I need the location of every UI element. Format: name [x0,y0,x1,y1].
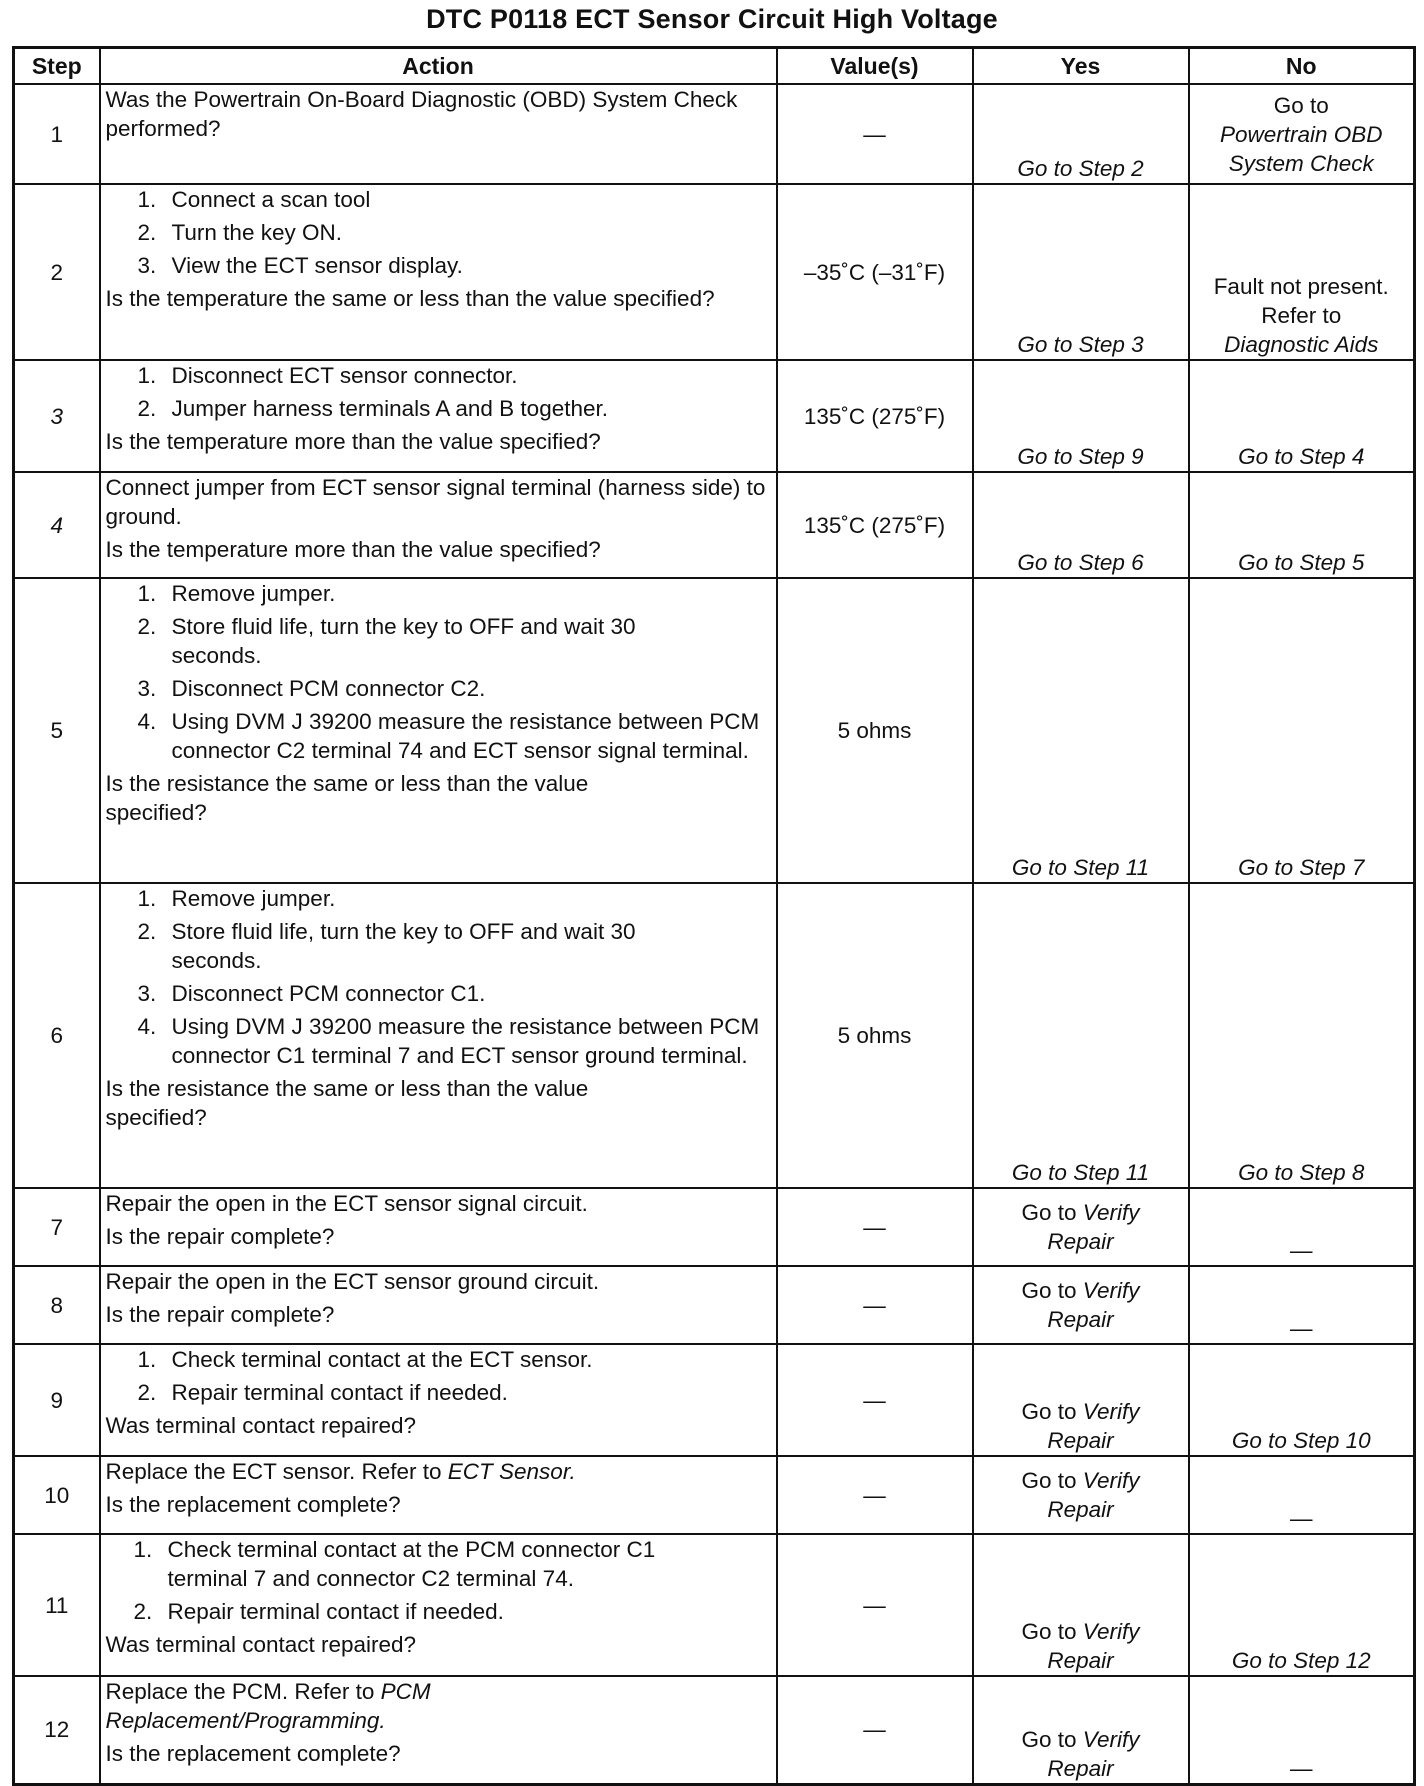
yes-cell: Go to Verify Repair [973,1344,1189,1456]
value-cell: 135˚C (275˚F) [777,472,973,578]
step-number: 12 [14,1676,100,1784]
table-row [14,84,1415,184]
question-text: Is the replacement complete? [105,1492,401,1517]
step-number: 5 [14,578,100,883]
no-cell [1189,84,1415,184]
yes-cell: Go to Verify Repair [973,1188,1189,1266]
yes-cell: Go to Verify Repair [973,1534,1189,1676]
question-text: Was terminal contact repaired? [105,1632,417,1657]
no-line: Fault not present. [1213,274,1389,299]
step-number: 8 [14,1266,100,1344]
no-line: Go to [1273,92,1329,118]
question-text: Is the resistance the same or less than the value specified? [105,771,589,825]
step-number: 10 [14,1456,100,1534]
table-row [14,360,1415,472]
yes-cell: Go to Verify Repair [973,1456,1189,1534]
list-item: 1. Check terminal contact at the ECT sensor. [137,1347,593,1372]
no-cell: — [1189,1188,1415,1266]
diagnostic-table [12,46,1416,1786]
no-cell: Go to Step 12 [1189,1534,1415,1676]
list-item: 1. Remove jumper. [137,886,336,911]
step-number: 4 [14,472,100,578]
list-item: 1. Check terminal contact at the PCM connector C1 terminal 7 and connector C2 terminal 74. [133,1537,656,1591]
list-item: 2. Turn the key ON. [137,220,342,245]
no-cell: Go to Step 8 [1189,883,1415,1188]
step-number: 6 [14,883,100,1188]
action-cell [100,1456,777,1534]
step-number: 2 [14,184,100,360]
list-item: 4. Using DVM J 39200 measure the resistance between PCM connector C1 terminal 7 and ECT sensor ground terminal. [137,1014,760,1068]
yes-cell: Go to Step 6 [973,472,1189,578]
table-row [14,883,1415,1188]
table-row [14,1266,1415,1344]
yes-cell: Go to Verify Repair [973,1676,1189,1784]
no-cell: — [1189,1266,1415,1344]
action-cell [100,84,777,184]
table-row [14,1534,1415,1676]
list-item: 2. Repair terminal contact if needed. [133,1599,504,1624]
header-action: Action [100,48,777,85]
yes-cell: Go to Step 3 [973,184,1189,360]
value-cell: — [777,1344,973,1456]
action-cell [100,360,777,472]
yes-cell: Go to Verify Repair [973,1266,1189,1344]
action-text: Was the Powertrain On-Board Diagnostic (OBD) System Check performed? [105,87,738,141]
list-item: 3. Disconnect PCM connector C1. [137,981,486,1006]
table-row [14,1188,1415,1266]
page-title: DTC P0118 ECT Sensor Circuit High Voltage [426,4,998,34]
value-cell: — [777,1188,973,1266]
no-cell [1189,184,1415,360]
no-line: Powertrain OBD [1219,121,1383,147]
question-text: Is the resistance the same or less than the value specified? [105,1076,589,1130]
no-cell: Go to Step 10 [1189,1344,1415,1456]
list-item: 1. Remove jumper. [137,581,336,606]
table-header-row [14,48,1415,85]
list-item: 3. Disconnect PCM connector C2. [137,676,486,701]
no-cell: — [1189,1676,1415,1784]
question-text: Is the repair complete? [105,1302,335,1327]
step-number: 1 [14,84,100,184]
no-cell: Go to Step 5 [1189,472,1415,578]
step-number: 9 [14,1344,100,1456]
action-steps [106,185,771,280]
list-item: 2. Jumper harness terminals A and B together. [137,396,608,421]
value-cell: — [777,1534,973,1676]
value-cell: 135˚C (275˚F) [777,360,973,472]
list-item: 4. Using DVM J 39200 measure the resistance between PCM connector C2 terminal 74 and ECT sensor signal terminal. [137,709,760,763]
table-row [14,184,1415,360]
list-item: 2. Store fluid life, turn the key to OFF and wait 30 seconds. [137,919,636,973]
table-row [14,472,1415,578]
table-row [14,1456,1415,1534]
question-text: Is the temperature more than the value specified? [105,429,601,454]
step-number: 7 [14,1188,100,1266]
value-cell: — [777,1266,973,1344]
value-cell: — [777,1676,973,1784]
value-cell: 5 ohms [777,578,973,883]
yes-cell: Go to Step 11 [973,578,1189,883]
table-row [14,578,1415,883]
action-steps [106,1345,771,1407]
question-text: Is the replacement complete? [105,1741,401,1766]
list-item: 2. Store fluid life, turn the key to OFF and wait 30 seconds. [137,614,636,668]
action-cell [100,1534,777,1676]
question-text: Was terminal contact repaired? [105,1413,417,1438]
action-cell [100,883,777,1188]
action-text: Connect jumper from ECT sensor signal terminal (harness side) to ground. [105,475,766,529]
question-text: Is the repair complete? [105,1224,335,1249]
yes-cell: Go to Step 11 [973,883,1189,1188]
action-steps [106,579,771,765]
action-text: Repair the open in the ECT sensor signal circuit. [105,1191,588,1216]
table-row [14,1344,1415,1456]
action-text: Replace the PCM. Refer to PCM Replacement/Programming. [105,1679,431,1733]
yes-cell: Go to Step 9 [973,360,1189,472]
no-cell: Go to Step 7 [1189,578,1415,883]
action-text: Replace the ECT sensor. Refer to ECT Sensor. [105,1459,576,1484]
action-cell [100,1676,777,1784]
list-item: 3. View the ECT sensor display. [137,253,463,278]
value-cell: — [777,84,973,184]
action-cell [100,184,777,360]
action-steps [106,1535,771,1626]
list-item: 2. Repair terminal contact if needed. [137,1380,508,1405]
no-cell: — [1189,1456,1415,1534]
action-cell [100,578,777,883]
header-values: Value(s) [777,48,973,85]
list-item: 1. Connect a scan tool [137,187,371,212]
action-cell [100,1188,777,1266]
header-step: Step [14,48,100,85]
action-text: Repair the open in the ECT sensor ground circuit. [105,1269,600,1294]
header-yes: Yes [973,48,1189,85]
no-line: System Check [1228,150,1374,176]
no-line: Refer to [1261,303,1342,328]
value-cell: — [777,1456,973,1534]
no-cell: Go to Step 4 [1189,360,1415,472]
action-cell [100,1344,777,1456]
action-steps [106,361,771,423]
step-number: 3 [14,360,100,472]
table-row [14,1676,1415,1784]
no-line: Diagnostic Aids [1224,332,1379,357]
header-no: No [1189,48,1415,85]
value-cell: –35˚C (–31˚F) [777,184,973,360]
list-item: 1. Disconnect ECT sensor connector. [137,363,518,388]
question-text: Is the temperature the same or less than the value specified? [105,286,715,311]
value-cell: 5 ohms [777,883,973,1188]
question-text: Is the temperature more than the value specified? [105,537,601,562]
step-number: 11 [14,1534,100,1676]
action-cell [100,1266,777,1344]
yes-cell: Go to Step 2 [973,84,1189,184]
action-steps [106,884,771,1070]
action-cell [100,472,777,578]
